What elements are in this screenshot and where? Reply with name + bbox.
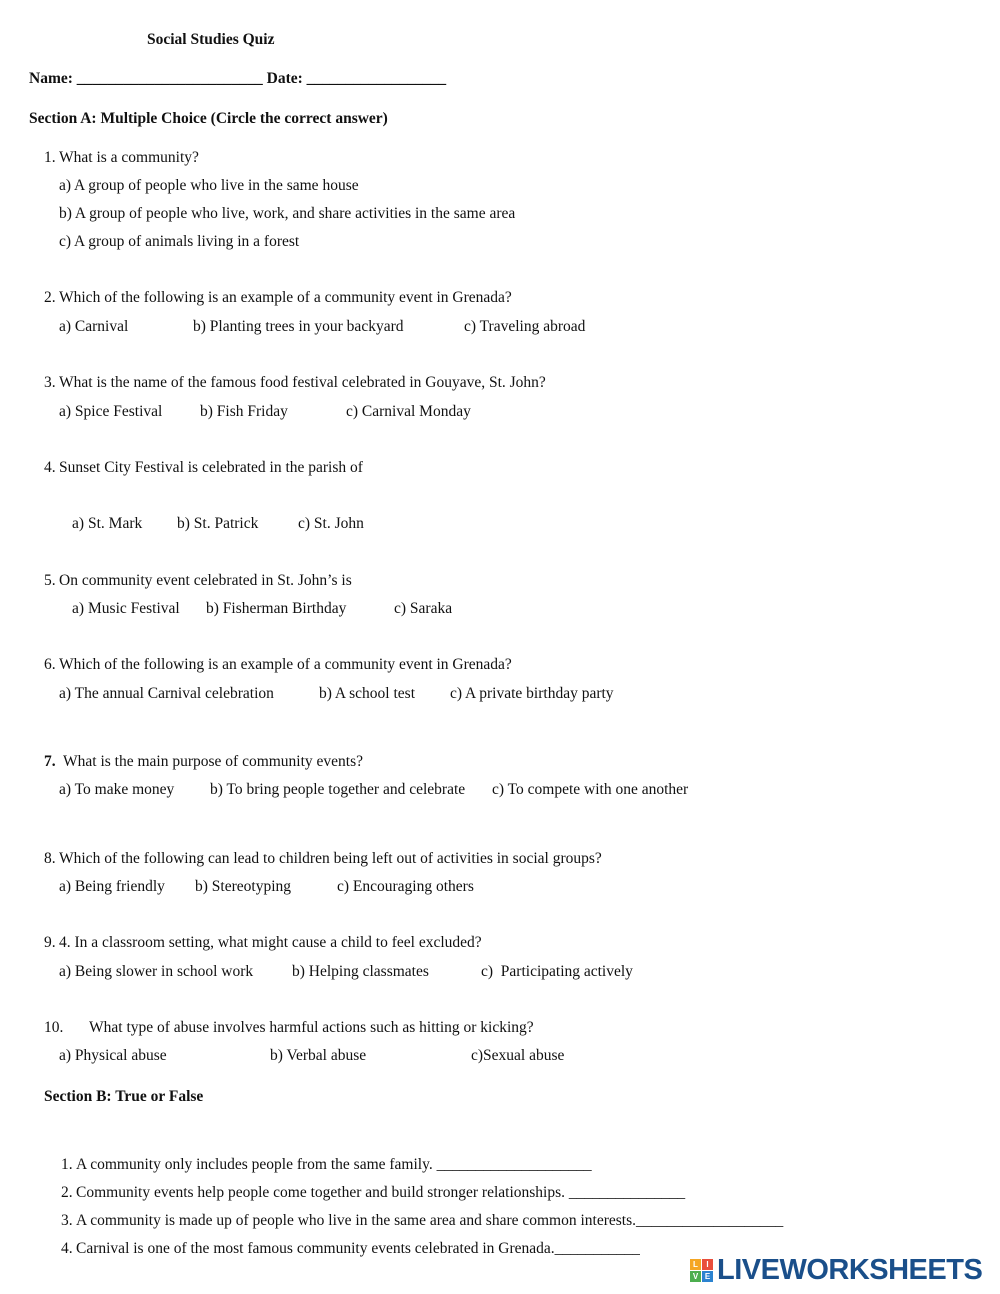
item-number: 2. <box>61 1184 73 1201</box>
option-a: a) Carnival <box>59 318 129 335</box>
question-number: 9. <box>44 934 56 951</box>
option-c: c) St. John <box>298 515 364 532</box>
option-c: c) Traveling abroad <box>464 318 586 335</box>
section-b-heading: Section B: True or False <box>44 1088 204 1105</box>
section-a-heading: Section A: Multiple Choice (Circle the correct answer) <box>29 110 388 127</box>
option-b: b) Fisherman Birthday <box>206 600 347 617</box>
option-b: b) A school test <box>319 685 416 702</box>
item-text: A community only includes people from the same family. ____________________ <box>76 1156 592 1173</box>
option-b: b) Fish Friday <box>200 403 288 420</box>
mark-letter: V <box>690 1271 701 1282</box>
option-a: Music Festival <box>88 600 180 617</box>
option-b: b) To bring people together and celebrate <box>210 781 466 798</box>
question-text: Which of the following is an example of a community event in Grenada? <box>59 289 512 306</box>
question-number: 1. <box>44 149 56 166</box>
option-a: a) Spice Festival <box>59 403 163 420</box>
question-text: Which of the following can lead to children being left out of activities in social groups? <box>59 850 602 867</box>
item-text: Carnival is one of the most famous community events celebrated in Grenada.___________ <box>76 1240 640 1257</box>
option-c: c) Encouraging others <box>337 878 474 895</box>
liveworksheets-logo <box>690 1254 982 1286</box>
option-a: a) To make money <box>59 781 175 798</box>
item-text: A community is made up of people who live in the same area and share common interests.___________________ <box>76 1212 784 1229</box>
name-date-line: Name: ________________________ Date: __________________ <box>29 70 447 87</box>
item-number: 4. <box>61 1240 73 1257</box>
option-a: St. Mark <box>88 515 143 532</box>
question-text: Which of the following is an example of a community event in Grenada? <box>59 656 512 673</box>
option-c: c) A group of animals living in a forest <box>59 233 300 250</box>
option-a: a) The annual Carnival celebration <box>59 685 274 702</box>
question-number: 7. <box>44 753 56 770</box>
liveworksheets-wordmark: LIVEWORKSHEETS <box>717 1253 983 1286</box>
option-c: c) To compete with one another <box>492 781 689 798</box>
option-a-letter: a) <box>72 515 85 532</box>
option-c: c) A private birthday party <box>450 685 614 702</box>
option-a-letter: a) <box>72 600 85 617</box>
option-c: c)Sexual abuse <box>471 1047 565 1064</box>
option-b: b) Helping classmates <box>292 963 429 980</box>
liveworksheets-mark-icon <box>690 1259 713 1282</box>
mark-letter: L <box>690 1259 701 1270</box>
option-a: a) A group of people who live in the same house <box>59 177 359 194</box>
question-text: What is the name of the famous food festival celebrated in Gouyave, St. John? <box>59 374 546 391</box>
question-number: 10. <box>44 1019 64 1036</box>
question-text: 4. In a classroom setting, what might cause a child to feel excluded? <box>59 934 482 951</box>
option-c: c) Saraka <box>394 600 453 617</box>
item-number: 1. <box>61 1156 73 1173</box>
question-text: What type of abuse involves harmful actions such as hitting or kicking? <box>89 1019 534 1036</box>
question-text: What is a community? <box>59 149 199 166</box>
question-text: On community event celebrated in St. John’s is <box>59 572 352 589</box>
option-a: a) Physical abuse <box>59 1047 167 1064</box>
option-b: b) Planting trees in your backyard <box>193 318 404 335</box>
question-number: 2. <box>44 289 56 306</box>
quiz-title: Social Studies Quiz <box>147 31 275 48</box>
question-number: 5. <box>44 572 56 589</box>
item-number: 3. <box>61 1212 73 1229</box>
question-text: What is the main purpose of community events? <box>63 753 364 770</box>
question-number: 6. <box>44 656 56 673</box>
option-b: b) Verbal abuse <box>270 1047 367 1064</box>
question-number: 4. <box>44 459 56 476</box>
question-number: 8. <box>44 850 56 867</box>
item-text: Community events help people come together and build stronger relationships. _______________ <box>76 1184 686 1201</box>
option-a: a) Being slower in school work <box>59 963 254 980</box>
mark-letter: I <box>702 1259 713 1270</box>
option-b: b) A group of people who live, work, and share activities in the same area <box>59 205 516 222</box>
option-b: b) St. Patrick <box>177 515 259 532</box>
option-b: b) Stereotyping <box>195 878 291 895</box>
option-c: c) Carnival Monday <box>346 403 471 420</box>
mark-letter: E <box>702 1271 713 1282</box>
question-number: 3. <box>44 374 56 391</box>
question-text: Sunset City Festival is celebrated in the parish of <box>59 459 363 476</box>
option-c: c) Participating actively <box>481 963 633 980</box>
option-a: a) Being friendly <box>59 878 165 895</box>
